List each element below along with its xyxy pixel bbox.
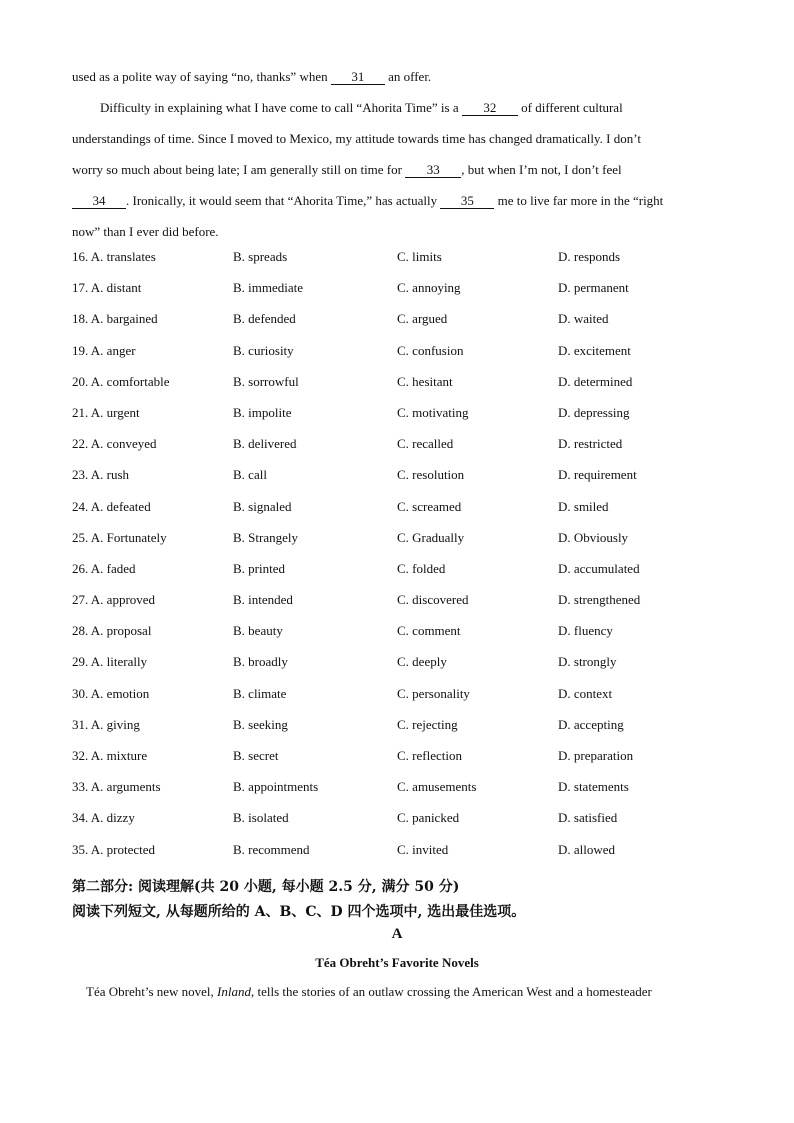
option-c: C. amusements	[397, 779, 477, 795]
option-d: D. excitement	[558, 342, 631, 358]
option-d: D. responds	[558, 249, 621, 264]
passage-fragment: an offer.	[388, 69, 432, 84]
option-row	[72, 840, 732, 871]
option-row	[72, 434, 732, 465]
passage-letter: A	[391, 926, 403, 942]
option-d: D. satisfied	[558, 810, 618, 826]
option-row	[72, 465, 732, 496]
option-a: 27. A. approved	[72, 592, 156, 608]
option-c: C. hesitant	[397, 373, 453, 389]
option-b: B. spreads	[233, 249, 288, 264]
blank-35: 35	[440, 193, 494, 209]
option-a: 26. A. faded	[72, 560, 136, 576]
option-row	[72, 403, 732, 434]
option-b: B. call	[233, 467, 267, 483]
option-a: 22. A. conveyed	[72, 436, 157, 452]
passage-line: understandings of time. Since I moved to Mexico, my attitude towards time has changed dramatically. I don’t	[72, 131, 641, 146]
option-d: D. smiled	[558, 498, 609, 514]
option-c: C. motivating	[397, 404, 469, 420]
option-d: D. preparation	[558, 748, 634, 763]
option-a: 20. A. comfortable	[72, 373, 170, 389]
blank-34: 34	[72, 193, 126, 209]
option-d: D. accumulated	[558, 560, 640, 576]
option-d: D. determined	[558, 373, 633, 389]
option-c: C. reflection	[397, 748, 462, 763]
option-a: 25. A. Fortunately	[72, 529, 167, 545]
option-row	[72, 247, 732, 278]
blank-31: 31	[331, 69, 385, 85]
section-heading: 第二部分: 阅读理解(共 20 小题, 每小题 2.5 分, 满分 50 分)	[72, 879, 460, 895]
section-instruction: 阅读下列短文, 从每题所给的 A、B、C、D 四个选项中, 选出最佳选项。	[72, 904, 526, 920]
option-b: B. delivered	[233, 436, 297, 452]
passage-fragment: me to live far more in the “right	[497, 193, 664, 208]
option-row	[72, 278, 732, 309]
option-a: 24. A. defeated	[72, 498, 151, 514]
option-c: C. annoying	[397, 280, 461, 296]
option-c: C. argued	[397, 311, 448, 327]
option-row	[72, 341, 732, 372]
options-list	[72, 247, 732, 871]
option-b: B. curiosity	[233, 342, 294, 358]
passage-line	[72, 185, 722, 216]
passage-fragment: worry so much about being late; I am generally still on time for	[72, 162, 402, 177]
option-d: D. fluency	[558, 623, 613, 639]
intro-fragment: Téa Obreht’s new novel,	[86, 984, 214, 999]
option-b: B. isolated	[233, 810, 289, 826]
option-a: 29. A. literally	[72, 654, 148, 670]
option-c: C. comment	[397, 623, 461, 639]
option-b: B. recommend	[233, 841, 310, 857]
option-d: D. statements	[558, 779, 629, 795]
option-c: C. resolution	[397, 467, 465, 483]
passage-title: Téa Obreht’s Favorite Novels	[315, 955, 479, 970]
option-b: B. seeking	[233, 716, 288, 732]
option-b: B. Strangely	[233, 529, 298, 545]
passage-fragment: used as a polite way of saying “no, thanks” when	[72, 69, 328, 84]
option-a: 28. A. proposal	[72, 623, 152, 639]
option-d: D. depressing	[558, 404, 630, 420]
option-b: B. signaled	[233, 498, 292, 514]
passage-intro	[86, 984, 652, 1000]
intro-fragment: , tells the stories of an outlaw crossing the American West and a homesteader	[251, 984, 652, 999]
option-a: 30. A. emotion	[72, 685, 150, 701]
option-d: D. requirement	[558, 467, 637, 483]
option-b: B. defended	[233, 311, 296, 327]
option-c: C. personality	[397, 685, 470, 701]
option-d: D. context	[558, 685, 613, 701]
passage-text	[72, 61, 722, 247]
option-a: 32. A. mixture	[72, 748, 148, 763]
option-b: B. impolite	[233, 404, 292, 420]
option-d: D. strengthened	[558, 592, 641, 608]
option-a: 31. A. giving	[72, 716, 140, 732]
novel-title: Inland	[217, 984, 251, 999]
option-a: 16. A. translates	[72, 249, 156, 264]
option-b: B. intended	[233, 592, 293, 608]
option-row	[72, 746, 732, 777]
passage-line	[72, 154, 722, 185]
option-a: 33. A. arguments	[72, 779, 161, 795]
option-a: 35. A. protected	[72, 841, 156, 857]
option-c: C. recalled	[397, 436, 454, 452]
option-b: B. broadly	[233, 654, 288, 670]
option-row	[72, 590, 732, 621]
passage-fragment: , but when I’m not, I don’t feel	[461, 162, 622, 177]
option-row	[72, 528, 732, 559]
option-d: D. restricted	[558, 436, 623, 452]
option-d: D. allowed	[558, 841, 616, 857]
option-a: 21. A. urgent	[72, 404, 140, 420]
passage-line	[72, 92, 722, 123]
option-d: D. strongly	[558, 654, 617, 670]
option-d: D. accepting	[558, 716, 624, 732]
option-row	[72, 684, 732, 715]
option-b: B. printed	[233, 560, 285, 576]
option-c: C. invited	[397, 841, 449, 857]
option-row	[72, 497, 732, 528]
option-c: C. discovered	[397, 592, 469, 608]
option-d: D. Obviously	[558, 529, 629, 545]
passage-line	[72, 61, 722, 92]
blank-33: 33	[405, 162, 461, 178]
option-b: B. immediate	[233, 280, 304, 296]
option-c: C. limits	[397, 249, 442, 264]
option-c: C. deeply	[397, 654, 447, 670]
option-c: C. screamed	[397, 498, 462, 514]
option-b: B. secret	[233, 748, 279, 763]
option-b: B. appointments	[233, 779, 319, 795]
option-b: B. climate	[233, 685, 287, 701]
option-d: D. waited	[558, 311, 609, 327]
passage-fragment: of different cultural	[521, 100, 623, 115]
option-row	[72, 808, 732, 839]
option-b: B. beauty	[233, 623, 283, 639]
option-row	[72, 777, 732, 808]
option-row	[72, 559, 732, 590]
option-row	[72, 372, 732, 403]
passage-fragment: Difficulty in explaining what I have come to call “Ahorita Time” is a	[100, 100, 459, 115]
option-row	[72, 652, 732, 683]
option-c: C. panicked	[397, 810, 460, 826]
option-c: C. Gradually	[397, 529, 465, 545]
option-b: B. sorrowful	[233, 373, 299, 389]
option-a: 34. A. dizzy	[72, 810, 135, 826]
option-d: D. permanent	[558, 280, 629, 296]
option-a: 17. A. distant	[72, 280, 142, 296]
passage-line: now” than I ever did before.	[72, 224, 219, 239]
option-row	[72, 309, 732, 340]
option-c: C. confusion	[397, 342, 464, 358]
option-a: 19. A. anger	[72, 342, 136, 358]
blank-32: 32	[462, 100, 518, 116]
option-row	[72, 715, 732, 746]
option-a: 18. A. bargained	[72, 311, 158, 327]
option-a: 23. A. rush	[72, 467, 130, 483]
option-c: C. rejecting	[397, 716, 458, 732]
option-c: C. folded	[397, 560, 446, 576]
option-row	[72, 621, 732, 652]
passage-fragment: . Ironically, it would seem that “Ahorita Time,” has actually	[126, 193, 438, 208]
